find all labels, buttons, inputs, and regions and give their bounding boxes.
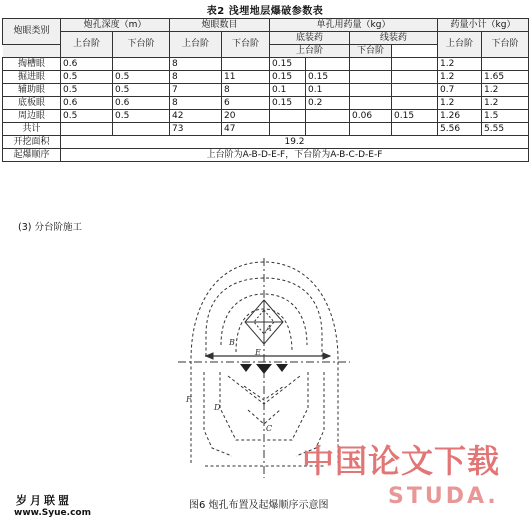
table-cell: 0.5 (61, 110, 113, 123)
table-cell: 0.5 (61, 71, 113, 84)
header-charge-lower: 下台阶 (350, 45, 392, 58)
label-a: A (266, 324, 272, 333)
bench-arrow-left (206, 353, 213, 359)
table-cell: 0.7 (438, 84, 482, 97)
watermark-left-name: 岁月联盟 (16, 494, 72, 507)
table-cell: 0.5 (61, 84, 113, 97)
figure-caption: 图6 炮孔布置及起爆顺序示意图 (189, 500, 329, 511)
label-f: F (186, 395, 192, 404)
table-cell: 8 (170, 71, 222, 84)
table-cell: 0.6 (61, 58, 113, 71)
table-cell: 11 (222, 71, 270, 84)
header-count: 炮眼数目 (170, 19, 270, 32)
table-title: 表2 浅埋地层爆破参数表 (206, 6, 324, 17)
header-depth-lower: 下台阶 (113, 32, 170, 58)
table-cell: 0.1 (270, 84, 306, 97)
watermark-chinese: 中国论文下载 (302, 442, 501, 480)
table-cell: 0.15 (270, 58, 306, 71)
watermark-left-url: www.Syue.com (14, 508, 91, 518)
table-cell: 0.5 (113, 110, 170, 123)
table-cell: 1.5 (482, 110, 529, 123)
header-subtotal: 药量小计（kg） (438, 19, 529, 32)
header-depth-upper: 上台阶 (61, 32, 113, 58)
label-e: E (255, 348, 261, 357)
table-cell: 0.15 (270, 71, 306, 84)
area-row: 开挖面积 19.2 (3, 136, 529, 149)
header-count-upper: 上台阶 (170, 32, 222, 58)
header-bottom-charge: 底装药 (270, 32, 350, 45)
section-heading: (3) 分台阶施工 (18, 222, 82, 233)
header-subtotal-upper: 上台阶 (438, 32, 482, 58)
lower-marker-3 (276, 364, 288, 372)
table-cell: 20 (222, 110, 270, 123)
table-cell: 0.06 (350, 110, 392, 123)
table-cell: 8 (170, 97, 222, 110)
label-d: D (214, 403, 221, 412)
bench-arrow-right (323, 353, 330, 359)
table-cell: 8 (222, 84, 270, 97)
row-label: 周边眼 (3, 110, 61, 123)
left-wall-inner (204, 372, 232, 456)
header-line-charge: 线装药 (350, 32, 438, 45)
label-b: B (229, 338, 235, 347)
table-cell: 0.15 (306, 71, 350, 84)
watermark-url: STUDA. (388, 484, 499, 509)
row-label: 掘进眼 (3, 71, 61, 84)
table-cell: 0.5 (113, 84, 170, 97)
table-cell: 0.6 (113, 97, 170, 110)
row-label: 底板眼 (3, 97, 61, 110)
table-cell: 0.5 (113, 71, 170, 84)
header-hole-type: 炮眼类别 (3, 19, 61, 45)
header-count-lower: 下台阶 (222, 32, 270, 58)
row-label: 辅助眼 (3, 84, 61, 97)
header-charge-upper: 上台阶 (270, 45, 350, 58)
table-cell: 1.2 (438, 58, 482, 71)
header-depth: 炮孔深度（m） (61, 19, 170, 32)
table-cell: 0.15 (270, 97, 306, 110)
table-cell: 7 (170, 84, 222, 97)
bench-d-right (266, 372, 308, 440)
table-cell: 1.2 (438, 71, 482, 84)
lower-marker-1 (240, 364, 252, 372)
table-cell: 42 (170, 110, 222, 123)
table-cell: 8 (170, 58, 222, 71)
row-label: 掏槽眼 (3, 58, 61, 71)
table-cell: 1.2 (482, 84, 529, 97)
table-cell: 1.26 (438, 110, 482, 123)
total-row: 共计 73 47 5.56 5.55 (3, 123, 529, 136)
table-cell: 0.1 (306, 84, 350, 97)
table-cell: 0.2 (306, 97, 350, 110)
header-subtotal-lower: 下台阶 (482, 32, 529, 58)
table-cell: 0.6 (61, 97, 113, 110)
lower-marker-2 (256, 364, 272, 374)
header-charge: 单孔用药量（kg） (270, 19, 438, 32)
sequence-row: 起爆顺序 上台阶为A-B-D-E-F，下台阶为A-B-C-D-E-F (3, 149, 529, 162)
label-c: C (266, 424, 273, 433)
table-cell: 1.2 (438, 97, 482, 110)
table-cell: 1.2 (482, 97, 529, 110)
table-cell: 6 (222, 97, 270, 110)
bench-d-left (220, 372, 262, 440)
table-cell: 1.65 (482, 71, 529, 84)
table-cell: 0.15 (392, 110, 438, 123)
